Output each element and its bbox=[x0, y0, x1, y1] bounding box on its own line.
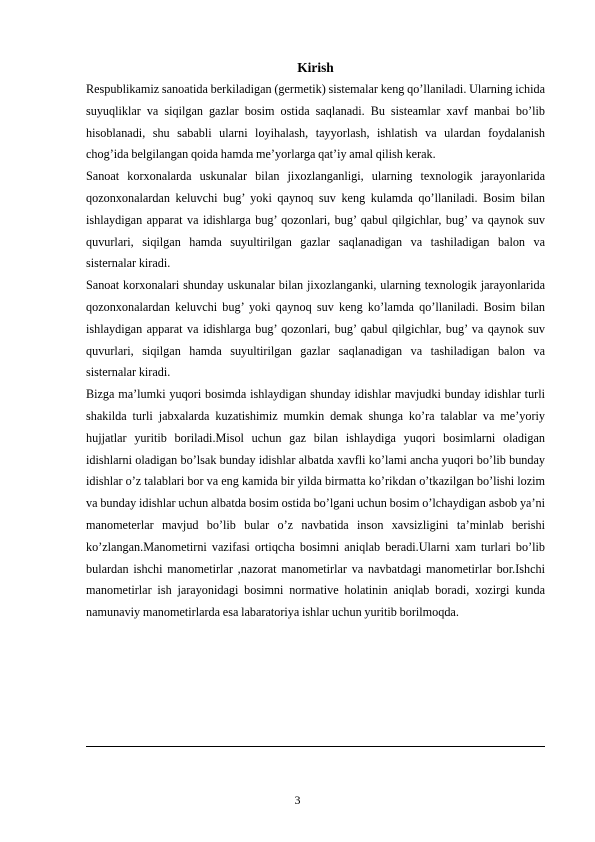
page-title: Kirish bbox=[297, 60, 334, 75]
paragraph-intro: Respublikamiz sanoatida berkiladigan (germetik) sistemalar keng qo’llaniladi. Ularning ichida suyuqliklar va siqilgan gazlar bosim ostida saqlanadi. Bu sisteamlar xavf manbai bo’lib hisoblanadi, shu sababli ularni loyihalash, tayyorlash, ishlatish va ulardan foydalanish chog’ida belgilangan qoida hamda me’yorlarga qat’iy amal qilish kerak. bbox=[86, 82, 545, 162]
paragraph-equipment-repeat: Sanoat korxonalari shunday uskunalar bilan jixozlanganki, ularning texnologik jarayonlarida qozonxonalardan keluvchi bug’ yoki qaynoq suv keng ko’lamda qo’llaniladi. Bosim bilan ishlaydigan apparat va idishlarga bug’ qozonlari, bug’ qabul qilgichlar, bug’ va qaynok suv quvurlari, siqilgan hamda suyultirilgan gazlar saqlanadigan va tashiladigan balon va sisternalar kiradi. bbox=[86, 278, 545, 380]
page-number: 3 bbox=[294, 793, 301, 807]
footer-divider bbox=[86, 746, 545, 747]
document-body bbox=[86, 58, 545, 624]
paragraph-equipment: Sanoat korxonalarda uskunalar bilan jixozlanganligi, ularning texnologik jarayonlarida qozonxonalardan keluvchi bug’ yoki qaynoq suv keng kulamda qo’llaniladi. Bosim bilan ishlaydigan apparat va idishlarga bug’ qozonlari, bug’ qabul qilgichlar, bug’ va qaynok suv quvurlari, siqilgan hamda suyultirilgan gazlar saqlanadigan va tashiladigan balon va sisternalar kiradi. bbox=[86, 169, 545, 271]
paragraph-manometers: Bizga ma’lumki yuqori bosimda ishlaydigan shunday idishlar mavjudki bunday idishlar turli shakilda turli jabxalarda kuzatishimiz mumkin demak shunga ko’ra talablar va me’yoriy hujjatlar yuritib boriladi.Misol uchun gaz bilan ishlaydiga yuqori bosimlarni oladigan idishlarni oladigan bo’lsak bunday idishlar albatda xavfli ko’lami ancha yuqori bo’lib bunday idishlar o’z talablari bor va eng kamida bir yilda birmatta ko’rikdan o’tkazilgan bo’lishi lozim va bunday idishlar uchun albatda bosim ostida bo’lgani uchun bosim o’lchaydigan asbob ya’ni manometerlar mavjud bo’lib bular o’z navbatida inson xavsizligini ta’minlab berishi ko’zlangan.Manometirni vazifasi ortiqcha bosimni aniqlab beradi.Ularni xam turlari bo’lib bulardan ishchi manometirlar ,nazorat manometirlar va navbatdagi manometirlar bor.Ishchi manometirlar ish jarayonidagi bosimni normative holatinin aniqlab boradi, xozirgi kunda namunaviy manometirlarda esa labaratoriya ishlar uchun yuritib borilmoqda. bbox=[86, 387, 545, 620]
